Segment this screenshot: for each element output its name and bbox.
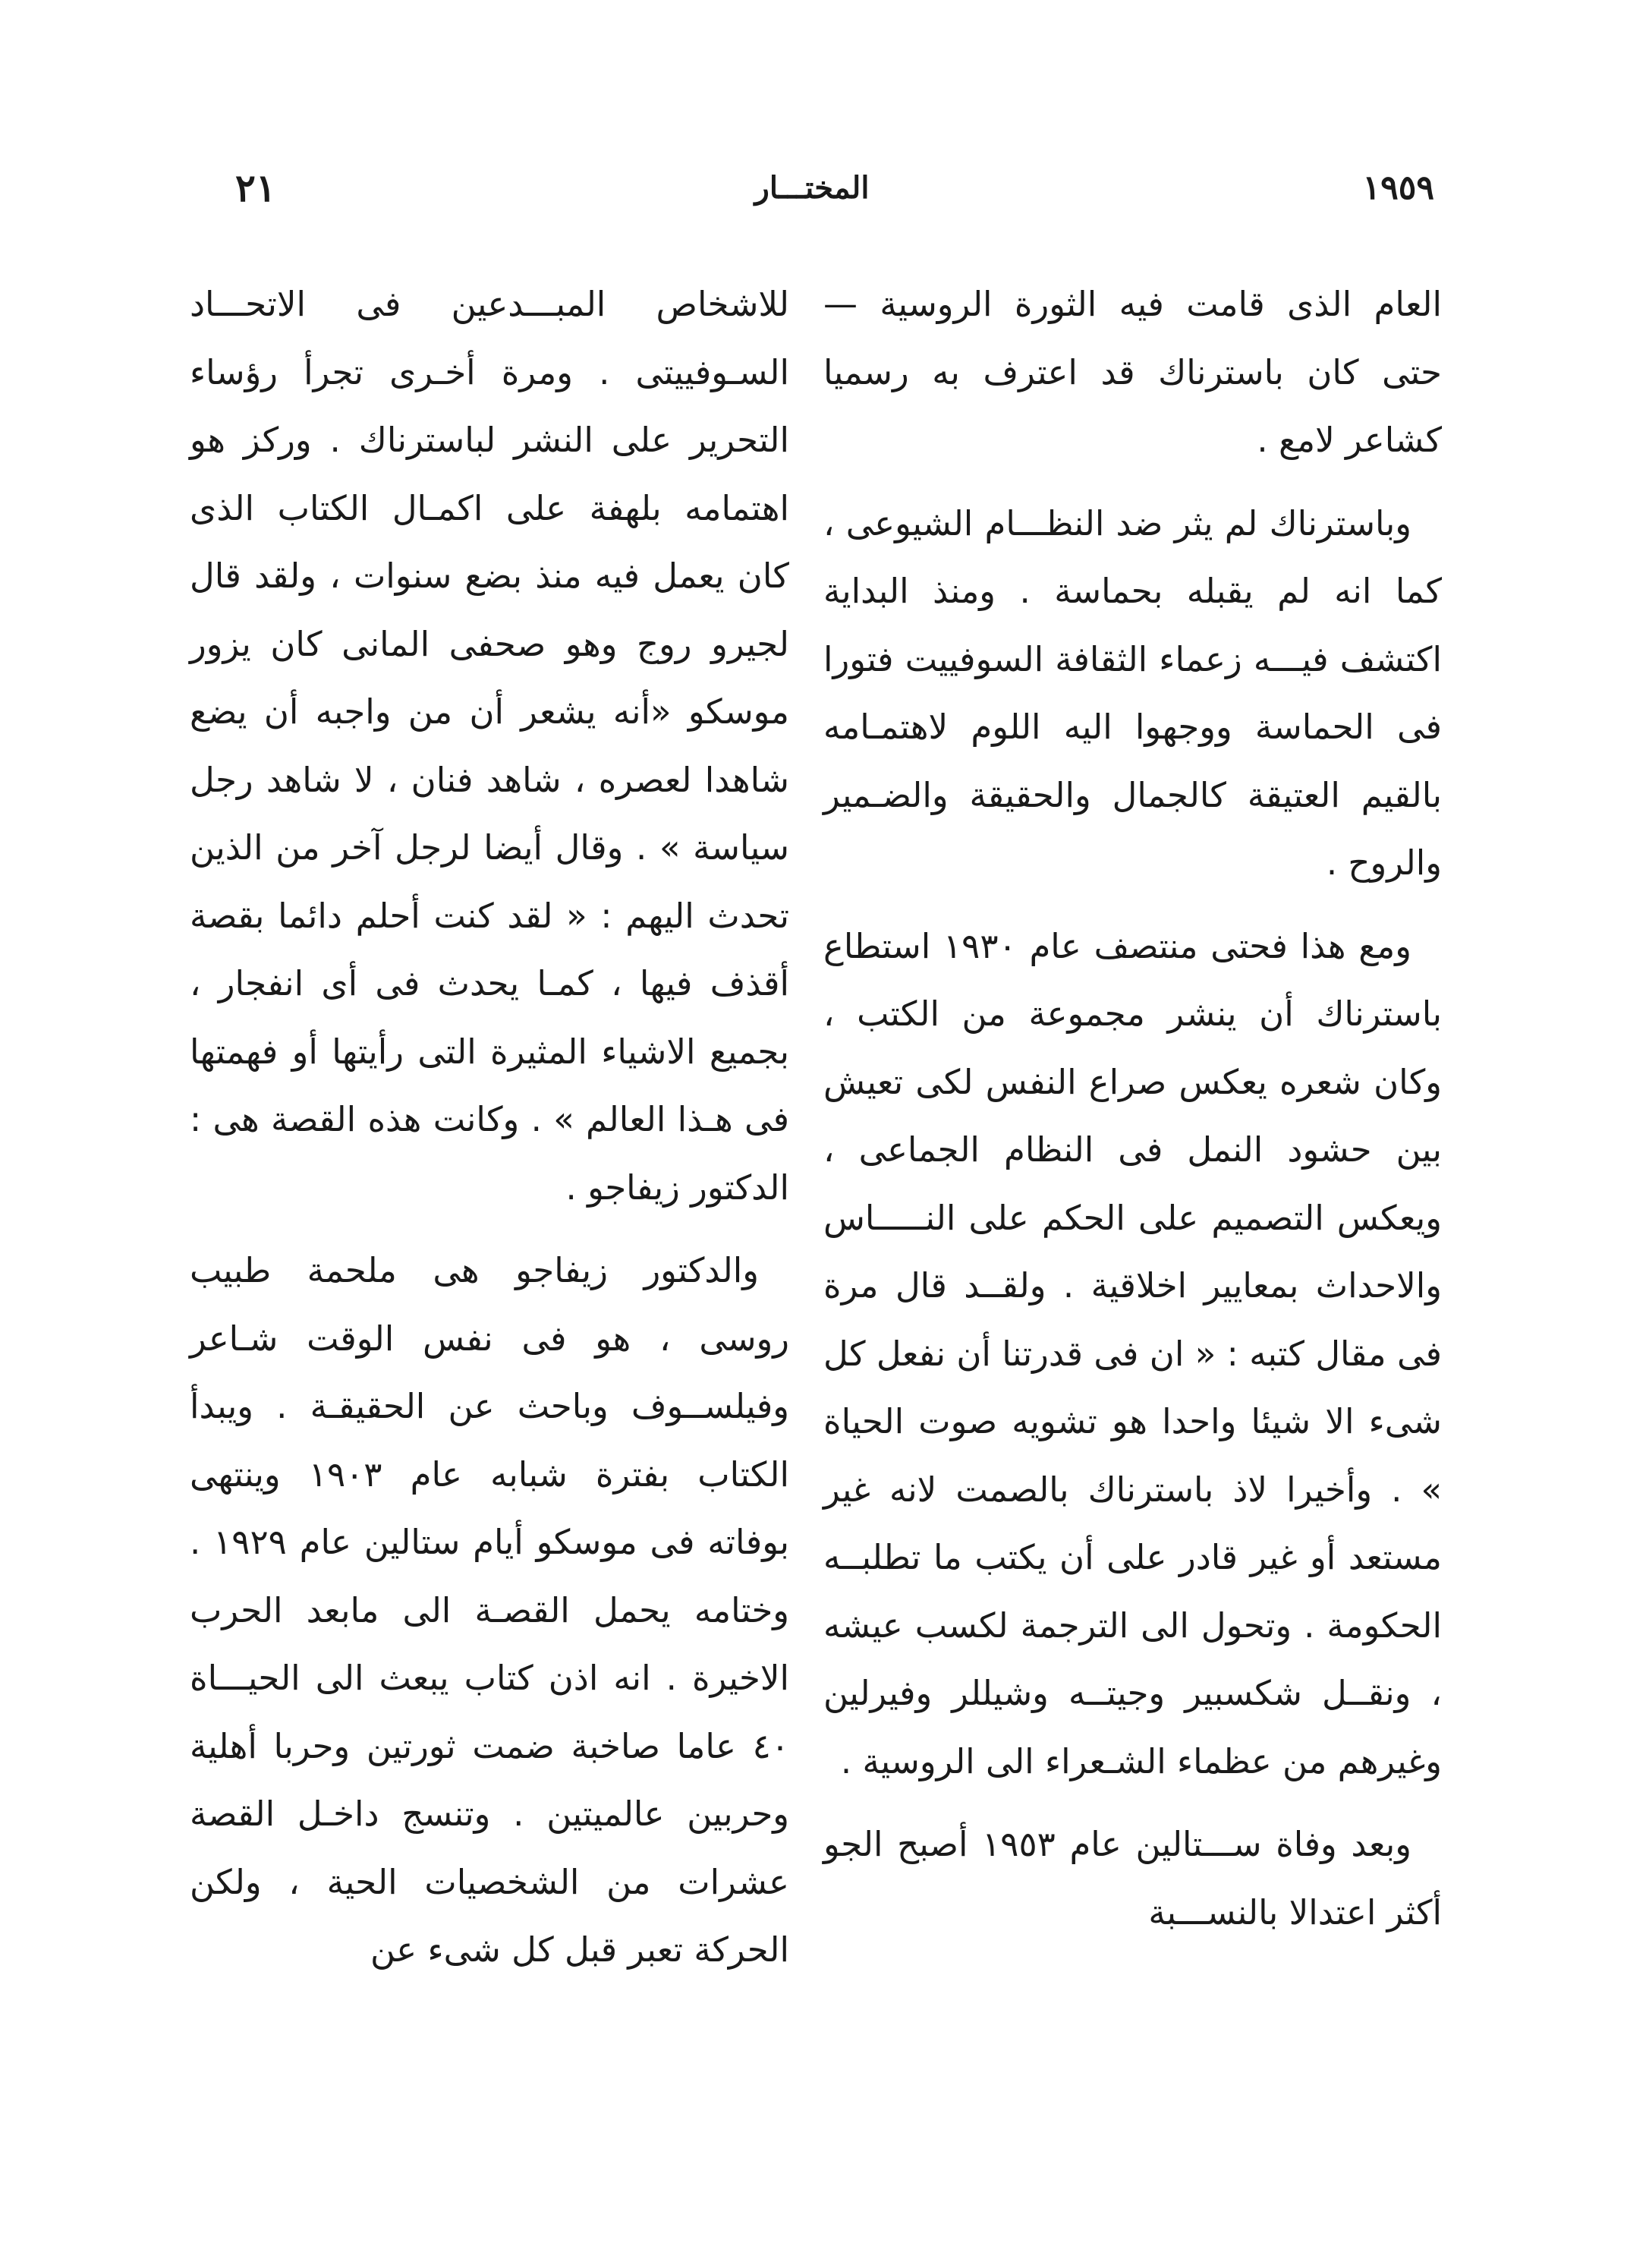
paragraph: وبعد وفاة ســـتالين عام ١٩٥٣ أصبح الجو أكثر اعتدالا بالنســـبة <box>823 1824 1442 1933</box>
issue-year: ١٩٥٩ <box>1362 169 1434 207</box>
page-header <box>190 165 1434 211</box>
right-column <box>823 270 1442 2122</box>
page-number: ٢١ <box>235 165 276 210</box>
magazine-title: المختـــار <box>754 170 870 206</box>
left-column <box>190 270 789 2122</box>
paragraph: للاشخاص المبـــدعين فى الاتحـــاد السـوفييتى . ومرة أخـرى تجرأ رؤساء التحرير على النشر لباسترناك . وركز هو اهتمامه بلهفة على اكمـال الكتاب الذى كان يعمل فيه منذ بضع سنوات ، ولقد قال لجيرو روج وهو صحفى المانى كان يزور موسكو «أنه يشعر أن من واجبه أن يضع شاهدا لعصره ، شاهد فنان ، لا شاهد رجل سياسة » . وقال أيضا لرجل آخر من الذين تحدث اليهم : « لقد كنت أحلم دائما بقصة أقذف فيها ، كمـا يحدث فى أى انفجار ، بجميع الاشياء المثيرة التى رأيتها أو فهمتها فى هـذا العالم » . وكانت هذه القصة هى : الدكتور زيفاجو . <box>190 284 789 1208</box>
paragraph: وباسترناك لم يثر ضد النظـــام الشيوعى ، كما انه لم يقبله بحماسة . ومنذ البداية اكتشف فيـــه زعماء الثقافة السوفييت فتورا فى الحماسة ووجهوا اليه اللوم لاهتمـامه بالقيم العتيقة كالجمال والحقيقة والضـمير والروح . <box>823 502 1442 883</box>
paragraph: ومع هذا فحتى منتصف عام ١٩٣٠ استطاع باسترناك أن ينشر مجموعة من الكتب ، وكان شعره يعكس صراع النفس لكى تعيش بين حشود النمل فى النظام الجماعى ، ويعكس التصميم على الحكم على النـــــاس والاحداث بمعايير اخلاقية . ولقــد قال مرة فى مقال كتبه : « ان فى قدرتنا أن نفعل كل شىء الا شيئا واحدا هو تشويه صوت الحياة » . وأخيرا لاذ باسترناك بالصمت لانه غير مستعد أو غير قادر على أن يكتب ما تطلبــه الحكومة . وتحول الى الترجمة لكسب عيشه ، ونقــل شكسبير وجيتــه وشيللر وفيرلين وغيرهم من عظماء الشـعراء الى الروسية . <box>823 925 1442 1781</box>
paragraph: والدكتور زيفاجو هى ملحمة طبيب روسى ، هو فى نفس الوقت شـاعر وفيلســوف وباحث عن الحقيقـة . ويبدأ الكتاب بفترة شبابه عام ١٩٠٣ وينتهى بوفاته فى موسكو أيام ستالين عام ١٩٢٩ . وختامه يحمل القصـة الى مابعد الحرب الاخيرة . انه اذن كتاب يبعث الى الحيـــاة ٤٠ عاما صاخبة ضمت ثورتين وحربا أهلية وحربين عالميتين . وتنسج داخـل القصة عشرات من الشخصيات الحية ، ولكن الحركة تعبر قبل كل شىء عن <box>190 1250 789 1970</box>
paragraph: العام الذى قامت فيه الثورة الروسية — حتى كان باسترناك قد اعترف به رسميا كشاعر لامع . <box>823 284 1442 460</box>
